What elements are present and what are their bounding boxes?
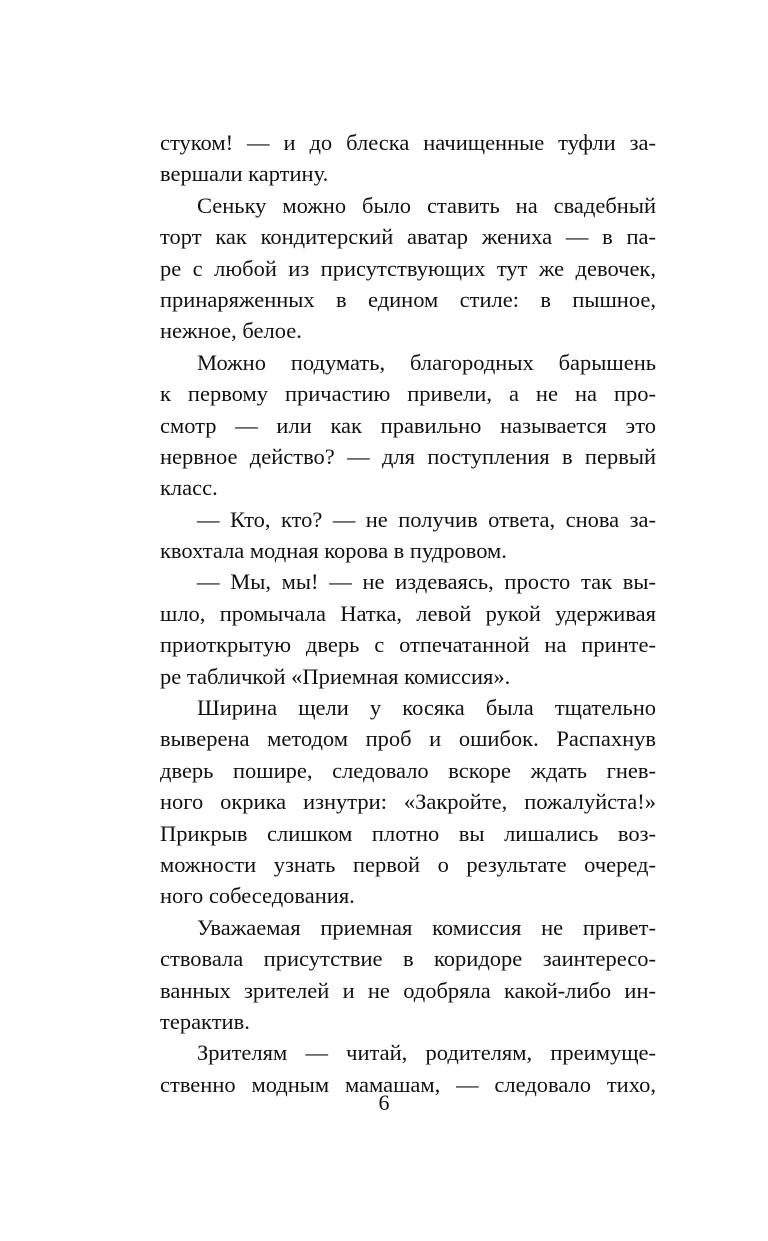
text-line: шло, промычала Натка, левой рукой удерживая bbox=[160, 600, 656, 626]
text-line: Зрителям — читай, родителям, преимуще- bbox=[197, 1040, 656, 1066]
text-line: дверь пошире, следовало вскоре ждать гнев- bbox=[160, 757, 656, 783]
text-line: нервное действо? — для поступления в первый bbox=[160, 443, 656, 469]
text-line: Прикрыв слишком плотно вы лишались воз- bbox=[160, 820, 656, 846]
text-line: ного окрика изнутри: «Закройте, пожалуйста!» bbox=[160, 789, 656, 815]
text-line: стуком! — и до блеска начищенные туфли за- bbox=[160, 130, 656, 155]
text-line: — Мы, мы! — не издеваясь, просто так вы- bbox=[197, 569, 656, 595]
text-line: выверена методом проб и ошибок. Распахнув bbox=[160, 726, 656, 752]
text-line: Можно подумать, благородных барышень bbox=[197, 349, 656, 375]
text-line: ного собеседования. bbox=[160, 883, 355, 909]
text-line: Ширина щели у косяка была тщательно bbox=[197, 695, 656, 721]
text-line: вершали картину. bbox=[160, 161, 329, 187]
text-line: ванных зрителей и не одобряла какой-либо ин- bbox=[160, 977, 656, 1003]
text-line: смотр — или как правильно называется это bbox=[160, 412, 656, 438]
text-line: квохтала модная корова в пудровом. bbox=[160, 538, 507, 564]
text-line: приоткрытую дверь с отпечатанной на принте- bbox=[160, 632, 656, 658]
text-line: ствовала присутствие в коридоре заинтересо- bbox=[160, 946, 656, 972]
text-line: нежное, белое. bbox=[160, 318, 302, 344]
text-line: Сеньку можно было ставить на свадебный bbox=[197, 192, 656, 218]
text-line: ре с любой из присутствующих тут же девочек, bbox=[160, 255, 656, 281]
text-line: — Кто, кто? — не получив ответа, снова за- bbox=[197, 506, 656, 532]
text-line: ре табличкой «Приемная комиссия». bbox=[160, 663, 511, 689]
text-line: класс. bbox=[160, 475, 218, 501]
text-line: торт как кондитерский аватар жениха — в па- bbox=[160, 224, 656, 250]
text-line: принаряженных в едином стиле: в пышное, bbox=[160, 286, 656, 312]
text-line: терактив. bbox=[160, 1008, 250, 1034]
text-line: ственно модным мамашам, — следовало тихо, bbox=[160, 1071, 656, 1097]
text-line: к первому причастию привели, а не на про- bbox=[160, 381, 656, 407]
body-text bbox=[160, 127, 656, 1100]
text-line: Уважаемая приемная комиссия не привет- bbox=[197, 914, 656, 940]
page-number: 6 bbox=[378, 1090, 390, 1115]
text-line: можности узнать первой о результате очеред- bbox=[160, 851, 656, 877]
